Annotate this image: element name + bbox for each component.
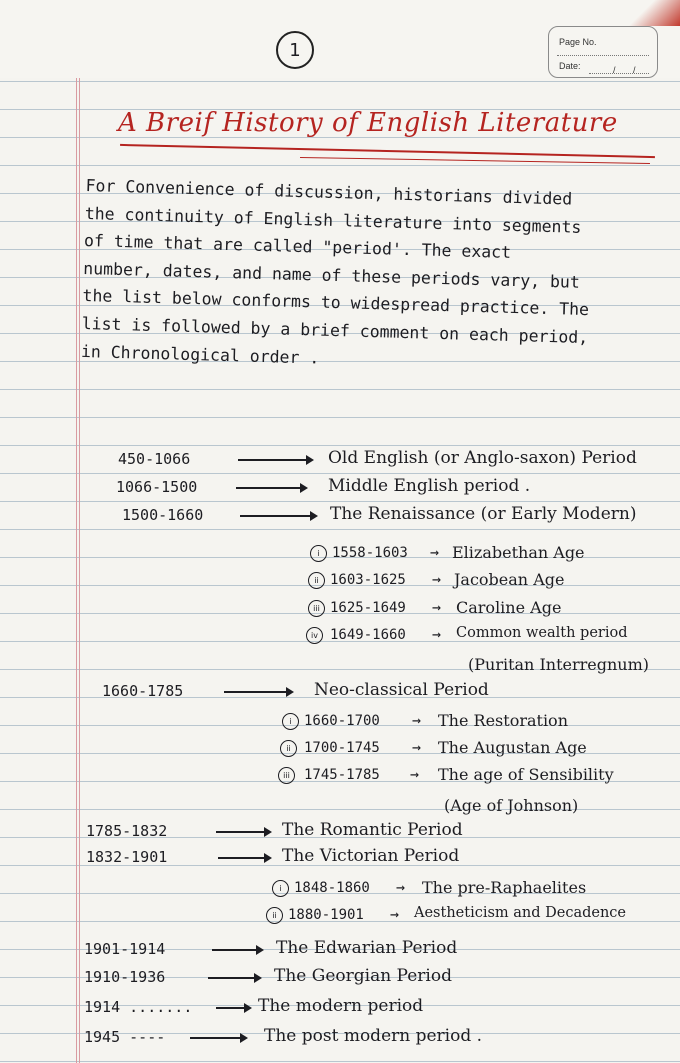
period-name: The Restoration xyxy=(438,711,568,730)
arrow-icon: → xyxy=(390,905,400,923)
margin-line xyxy=(79,78,80,1063)
period-name: The Renaissance (or Early Modern) xyxy=(330,504,637,524)
period-dates: 1660-1785 xyxy=(102,682,184,700)
period-dates: 1880-1901 xyxy=(288,907,364,923)
period-dates: 1625-1649 xyxy=(330,600,406,616)
arrow-icon xyxy=(240,515,316,517)
period-name: Jacobean Age xyxy=(454,570,565,589)
period-dates: 1700-1745 xyxy=(304,740,380,756)
period-dates: 1660-1700 xyxy=(304,713,380,729)
period-name: The Augustan Age xyxy=(438,738,587,757)
period-dates: 1832-1901 xyxy=(86,848,168,866)
period-name: The pre-Raphaelites xyxy=(422,878,587,897)
roman-numeral-marker: i xyxy=(282,713,299,730)
arrow-icon xyxy=(212,949,262,951)
date-separator: / xyxy=(633,65,636,75)
period-name: Elizabethan Age xyxy=(452,543,585,562)
arrow-icon xyxy=(216,831,270,833)
roman-numeral-marker: iv xyxy=(306,627,323,644)
page-no-line xyxy=(557,55,649,56)
margin-line xyxy=(76,78,77,1063)
period-name: The Victorian Period xyxy=(282,846,460,866)
arrow-icon: → xyxy=(412,711,422,729)
paragraph-line: list is followed by a brief comment on each period, xyxy=(81,313,589,348)
arrow-icon: → xyxy=(412,738,422,756)
period-name: Old English (or Anglo-saxon) Period xyxy=(328,448,637,468)
roman-numeral-marker: i xyxy=(310,545,327,562)
date-label: Date: xyxy=(559,61,581,71)
period-name: Neo-classical Period xyxy=(314,680,489,700)
period-name: The age of Sensibility xyxy=(438,765,614,784)
period-note: (Puritan Interregnum) xyxy=(468,655,649,674)
arrow-icon: → xyxy=(432,570,442,588)
period-name: The post modern period . xyxy=(264,1026,483,1046)
period-dates: 1785-1832 xyxy=(86,822,168,840)
period-note: (Age of Johnson) xyxy=(444,796,579,815)
period-name: Aestheticism and Decadence xyxy=(414,905,627,921)
period-dates: 1649-1660 xyxy=(330,627,406,643)
page-corner xyxy=(620,0,680,26)
period-name: The modern period xyxy=(258,996,424,1016)
arrow-icon: → xyxy=(432,625,442,643)
paragraph-line: of time that are called "period'. The exact xyxy=(83,231,512,263)
period-dates: 450-1066 xyxy=(118,450,191,468)
period-dates: 1848-1860 xyxy=(294,880,370,896)
roman-numeral-marker: ii xyxy=(308,572,325,589)
arrow-icon xyxy=(208,977,260,979)
arrow-icon: → xyxy=(396,878,406,896)
roman-numeral-marker: ii xyxy=(280,740,297,757)
arrow-icon: → xyxy=(410,765,420,783)
roman-numeral-marker: iii xyxy=(308,600,325,617)
period-dates: 1745-1785 xyxy=(304,767,380,783)
roman-numeral-marker: iii xyxy=(278,767,295,784)
period-dates: 1914 ....... xyxy=(84,998,193,1016)
page-no-label: Page No. xyxy=(559,37,597,47)
date-separator: / xyxy=(613,65,616,75)
paragraph-line: number, dates, and name of these periods vary, but xyxy=(83,258,581,292)
arrow-icon: → xyxy=(430,543,440,561)
period-dates: 1500-1660 xyxy=(122,506,204,524)
page-number xyxy=(276,31,314,69)
arrow-icon xyxy=(238,459,312,461)
paragraph-line: the continuity of English literature into segments xyxy=(84,203,582,237)
intro-paragraph xyxy=(81,172,666,381)
roman-numeral-marker: ii xyxy=(266,907,283,924)
date-line xyxy=(589,73,649,74)
paragraph-line: For Convenience of discussion, historians divided xyxy=(85,175,573,209)
period-dates: 1066-1500 xyxy=(116,478,198,496)
paragraph-line: the list below conforms to widespread practice. The xyxy=(82,286,590,320)
period-dates: 1901-1914 xyxy=(84,940,166,958)
arrow-icon xyxy=(236,487,306,489)
period-name: The Edwarian Period xyxy=(276,938,458,958)
arrow-icon xyxy=(224,691,292,693)
period-name: Middle English period . xyxy=(328,476,531,496)
arrow-icon xyxy=(190,1037,246,1039)
roman-numeral-marker: i xyxy=(272,880,289,897)
page-title: A Breif History of English Literature xyxy=(118,108,618,138)
period-name: Caroline Age xyxy=(456,598,562,617)
page-date-box xyxy=(548,26,658,78)
arrow-icon xyxy=(218,857,270,859)
arrow-icon xyxy=(216,1007,250,1009)
period-name: The Romantic Period xyxy=(282,820,463,840)
period-name: Common wealth period xyxy=(456,625,628,641)
period-dates: 1945 ---- xyxy=(84,1028,166,1046)
arrow-icon: → xyxy=(432,598,442,616)
paragraph-line: in Chronological order . xyxy=(80,341,320,368)
page-number-text: 1 xyxy=(289,39,301,61)
period-dates: 1603-1625 xyxy=(330,572,406,588)
period-dates: 1558-1603 xyxy=(332,545,408,561)
period-dates: 1910-1936 xyxy=(84,968,166,986)
period-name: The Georgian Period xyxy=(274,966,452,986)
